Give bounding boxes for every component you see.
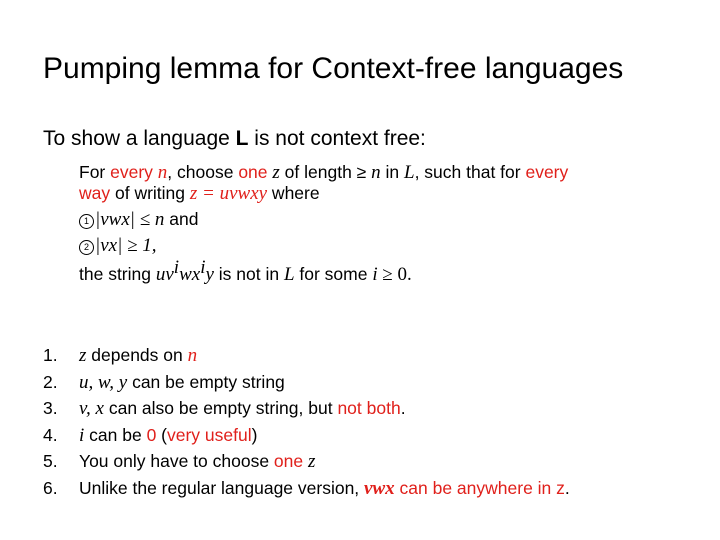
- exponent-i: i: [173, 257, 180, 278]
- list-number: 3.: [43, 398, 58, 418]
- text-in: in: [380, 162, 404, 182]
- list-text: (: [156, 424, 167, 445]
- var-vwx: vwx: [364, 477, 395, 499]
- text-way: way: [79, 183, 111, 203]
- intro-prefix: To show a language: [43, 127, 236, 150]
- var-z: z: [272, 162, 280, 183]
- list-text: You only have to choose: [79, 451, 274, 471]
- text-of-writing: of writing: [110, 183, 190, 203]
- var-z: z: [556, 477, 565, 498]
- var-z: z: [79, 345, 87, 366]
- language-symbol: L: [235, 127, 249, 150]
- condition-line-1: [79, 161, 568, 184]
- text-the-string: the string: [79, 264, 156, 284]
- text-every: every: [525, 162, 569, 182]
- text-where: where: [267, 183, 320, 203]
- var-i: i: [79, 424, 85, 446]
- slide-title: Pumping lemma for Context-free languages: [43, 52, 624, 85]
- vars-u-w-y: u, w, y: [79, 371, 128, 393]
- exponent-i: i: [200, 257, 206, 278]
- var-wx: wx: [179, 264, 201, 285]
- text-one: one: [238, 162, 268, 182]
- list-number: 4.: [43, 424, 58, 445]
- text-for: For: [79, 162, 111, 182]
- var-L: L: [404, 162, 415, 183]
- var-y: y: [205, 264, 214, 285]
- list-number: 1.: [43, 345, 58, 365]
- condition-1: [79, 208, 198, 231]
- var-n: n: [187, 345, 198, 366]
- text-choose: , choose: [167, 162, 239, 182]
- text-for-some: for some: [294, 264, 373, 284]
- circled-two-icon: 2: [79, 240, 94, 255]
- text-every: every: [110, 162, 153, 182]
- var-n: n: [371, 162, 381, 183]
- expr-vx-ge-1: |vx| ≥ 1,: [95, 235, 157, 256]
- var-i: i: [372, 264, 378, 285]
- vars-v-x: v, x: [79, 398, 104, 419]
- text-and: and: [164, 209, 199, 229]
- text-not-both: not both: [337, 398, 401, 418]
- var-n: n: [157, 162, 168, 183]
- text-not-in: is not in: [213, 264, 284, 284]
- list-text: .: [400, 398, 406, 418]
- list-number: 2.: [43, 371, 58, 392]
- condition-2: [79, 234, 157, 257]
- text-zero: 0: [146, 424, 157, 445]
- expr-vwx-le: |vwx| ≤: [95, 209, 155, 230]
- condition-line-5: [79, 257, 412, 286]
- intro-line: [43, 125, 426, 153]
- list-number: 5.: [43, 451, 58, 471]
- text-such-that: , such that for: [414, 162, 526, 182]
- circled-one-icon: 1: [79, 214, 94, 229]
- var-z: z: [308, 451, 316, 472]
- equation-z-uvwxy: z = uvwxy: [189, 183, 268, 204]
- list-text: can be empty string: [127, 371, 285, 392]
- expr-ge-0: ≥ 0.: [377, 264, 412, 285]
- list-number: 6.: [43, 477, 58, 498]
- text-one: one: [273, 451, 304, 471]
- list-text: Unlike the regular language version,: [79, 477, 365, 498]
- text-of-length: of length ≥: [279, 162, 372, 182]
- list-text: can be: [84, 424, 147, 445]
- list-text: can also be empty string, but: [103, 398, 338, 418]
- var-n: n: [154, 209, 165, 230]
- var-L: L: [283, 264, 295, 285]
- list-text: depends on: [86, 345, 188, 365]
- list-text: .: [564, 477, 570, 498]
- text-very-useful: very useful: [167, 424, 252, 445]
- intro-suffix: is not context free:: [248, 127, 426, 150]
- list-text: ): [251, 424, 258, 445]
- condition-line-2: [79, 182, 320, 205]
- var-uv: uv: [155, 264, 174, 285]
- text-anywhere: can be anywhere in: [394, 477, 557, 498]
